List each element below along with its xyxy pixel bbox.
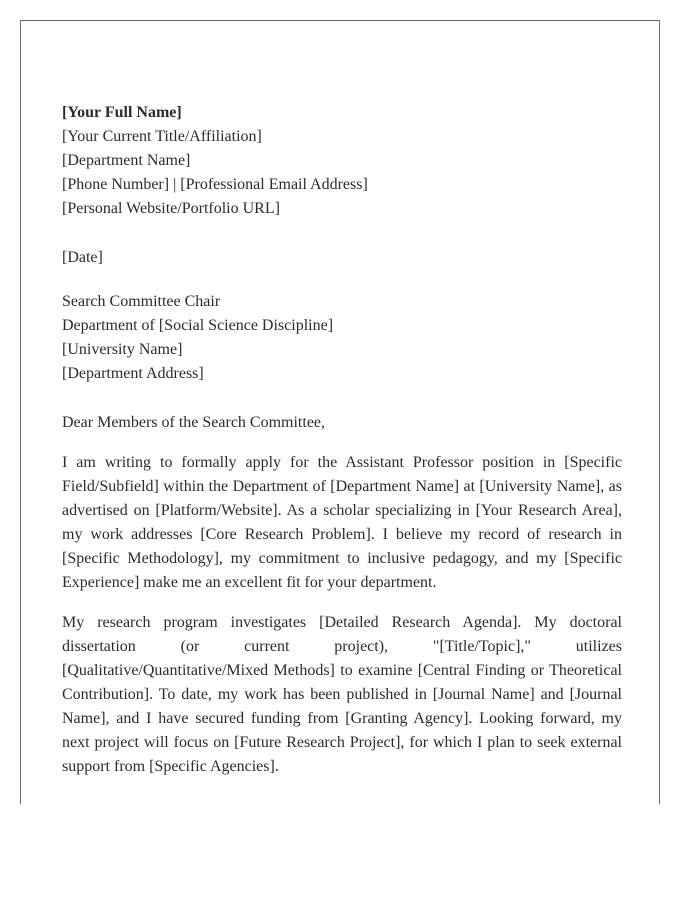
salutation-block [62, 411, 622, 435]
letter-page [20, 20, 660, 804]
recipient-line-2: Department of [Social Science Discipline] [62, 317, 334, 334]
salutation: Dear Members of the Search Committee, [62, 414, 326, 431]
sender-name: [Your Full Name] [62, 104, 182, 121]
letter-content [62, 101, 622, 779]
recipient-line-3: [University Name] [62, 341, 183, 358]
sender-department: [Department Name] [62, 152, 191, 169]
sender-block [62, 101, 622, 221]
body-paragraph-1: I am writing to formally apply for the Assistant Professor position in [Specific Field/Subfield] within the Department of [Department Name] at [University Name], as advertised on [Platform/Website]. As a scholar specializing in [Your Research Area], my work addresses [Core Research Problem]. I believe my record of research in [Specific Methodology], my commitment to inclusive pedagogy, and my [Specific Experience] make me an excellent fit for your department. [62, 454, 622, 591]
recipient-line-1: Search Committee Chair [62, 293, 221, 310]
recipient-block [62, 290, 622, 386]
date-block [62, 246, 622, 270]
body-paragraph-2: My research program investigates [Detailed Research Agenda]. My doctoral dissertation (or current project), "[Title/Topic]," utilizes [Qualitative/Quantitative/Mixed Methods] to examine [Central Finding or Theoretical Contribution]. To date, my work has been published in [Journal Name] and [Journal Name], and I have secured funding from [Granting Agency]. Looking forward, my next project will focus on [Future Research Project], for which I plan to seek external support from [Specific Agencies]. [62, 614, 622, 775]
letter-date: [Date] [62, 249, 103, 266]
sender-website: [Personal Website/Portfolio URL] [62, 200, 280, 217]
recipient-line-4: [Department Address] [62, 365, 204, 382]
sender-contact: [Phone Number] | [Professional Email Address] [62, 176, 368, 193]
sender-title: [Your Current Title/Affiliation] [62, 128, 262, 145]
